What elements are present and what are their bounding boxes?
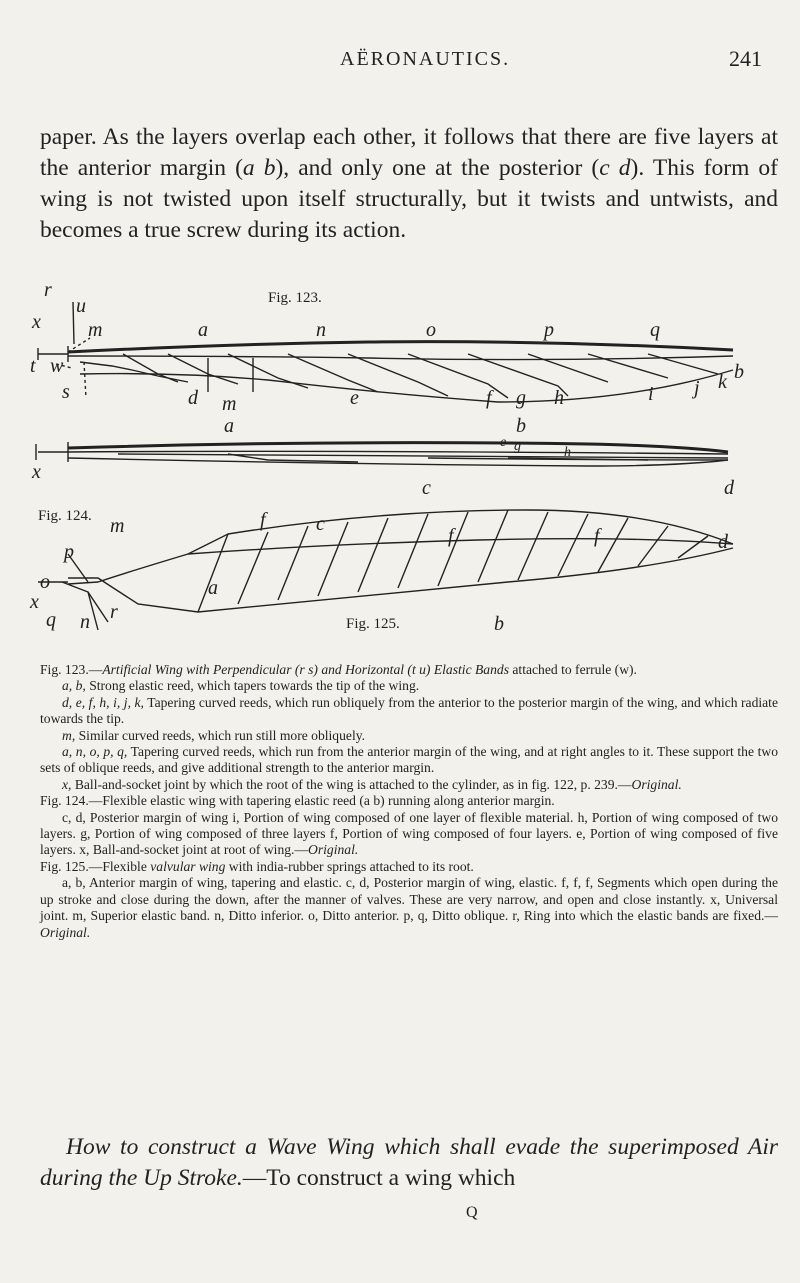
label-d2-125: d bbox=[718, 531, 728, 553]
label-s: s bbox=[62, 381, 70, 403]
label-q-125: q bbox=[46, 609, 56, 631]
label-e-124: e bbox=[500, 435, 507, 450]
label-f: f bbox=[486, 387, 492, 409]
label-m: m bbox=[88, 319, 103, 341]
label-d-125: d bbox=[724, 477, 734, 499]
label-e: e bbox=[350, 387, 359, 409]
label-u: u bbox=[76, 295, 86, 317]
label-h-124: h bbox=[564, 445, 571, 460]
label-w: w bbox=[50, 355, 64, 377]
label-g-124: g bbox=[514, 439, 521, 454]
label-q: q bbox=[650, 319, 660, 341]
label-p: p bbox=[544, 319, 554, 341]
label-i: i bbox=[648, 383, 654, 405]
label-a-125: a bbox=[208, 577, 218, 599]
label-c-125: c bbox=[422, 477, 431, 499]
label-d: d bbox=[188, 387, 198, 409]
label-r: r bbox=[44, 282, 52, 301]
label-t: t bbox=[30, 355, 36, 377]
label-o: o bbox=[426, 319, 436, 341]
label-j: j bbox=[694, 377, 700, 399]
label-m-125: m bbox=[110, 515, 125, 537]
section-heading-paragraph: How to construct a Wave Wing which shall evade the superimposed Air during the Up Stroke.—To construct a wing which bbox=[40, 1134, 778, 1191]
label-b-125: b bbox=[494, 613, 504, 635]
figure-illustration bbox=[28, 282, 773, 652]
label-x: x bbox=[32, 311, 41, 333]
label-b-124: b bbox=[516, 415, 526, 437]
label-k: k bbox=[718, 371, 727, 393]
fig-123-caption: Fig. 123.—Artificial Wing with Perpendicular (r s) and Horizontal (t u) Elastic Bands attached to ferrule (w). bbox=[40, 662, 637, 677]
fig-125-caption: Fig. 125.—Flexible valvular wing with india-rubber springs attached to its root. bbox=[40, 858, 474, 874]
label-f2-125: f bbox=[448, 525, 454, 547]
running-title: AËRONAUTICS. bbox=[340, 48, 511, 70]
label-ab: a b bbox=[242, 155, 276, 181]
fig-125-title: Fig. 125. bbox=[346, 616, 400, 632]
label-a: a bbox=[198, 319, 208, 341]
label-p-125: p bbox=[64, 541, 74, 563]
label-a-124: a bbox=[224, 415, 234, 437]
page-number: 241 bbox=[729, 46, 762, 71]
label-f3-125: f bbox=[594, 525, 600, 547]
label-h: h bbox=[554, 387, 564, 409]
label-c2-125: c bbox=[316, 513, 325, 535]
label-g: g bbox=[516, 387, 526, 409]
section-title: How to construct a Wave Wing which shall evade the superimposed Air during the Up Stroke. bbox=[40, 1134, 778, 1191]
label-m2: m bbox=[222, 393, 237, 415]
label-o-125: o bbox=[40, 571, 50, 593]
figure-caption: Fig. 123.—Artificial Wing with Perpendicular (r s) and Horizontal (t u) Elastic Bands attached to ferrule (w). a, b, Strong elastic reed, which tapers towards the tip of the wing. d, e, f, h, i, j, k, Tapering curved reeds, which run obliquely from the anterior to the posterior margin of the wing, and which radiate towards the tip. m, Similar curved reeds, which run still more obliquely. a, n, o, p, q, Tapering curved reeds, which run from the anterior margin of the wing, and at right angles to it. These support the two sets of oblique reeds, and give additional strength to the anterior margin. x, Ball-and-socket joint by which the root of the wing is attached to the cylinder, as in fig. 122, p. 239.—Original. Fig. 124.—Flexible elastic wing with tapering elastic reed (a b) running along anterior margin. c, d, Posterior margin of wing i, Portion of wing composed of one layer of flexible material. h, Portion of wing composed of two layers. g, Portion of wing composed of three layers f, Portion of wing composed of four layers. e, Portion of wing composed of five layers. x, Ball-and-socket joint at root of wing.—Original. Fig. 125.—Flexible valvular wing with india-rubber springs attached to its root. a, b, Anterior margin of wing, tapering and elastic. c, d, Posterior margin of wing, elastic. f, f, f, Segments which open during the up stroke and close during the down, after the manner of valves. These are very narrow, and open and close instantly. x, Universal joint. m, Superior elastic band. n, Ditto inferior. o, Ditto anterior. p, q, Ditto oblique. r, Ring into which the elastic bands are fixed.—Original. bbox=[40, 662, 778, 940]
fig-124-title: Fig. 124. bbox=[38, 508, 92, 524]
fig-123-title: Fig. 123. bbox=[268, 290, 322, 306]
label-b: b bbox=[734, 361, 744, 383]
fig-124-caption: Fig. 124.—Flexible elastic wing with tapering elastic reed (a b) running along anterior margin. bbox=[40, 793, 555, 809]
figure-plate bbox=[28, 282, 773, 652]
label-r-125: r bbox=[110, 601, 118, 623]
label-n: n bbox=[316, 319, 326, 341]
label-cd: c d bbox=[599, 155, 631, 181]
intro-paragraph: paper. As the layers overlap each other, it follows that there are five layers at the anterior margin (a b), and only one at the posterior (c d). This form of wing is not twisted upon itself structurally, but it twists and untwists, and becomes a true screw during its action. bbox=[40, 124, 779, 243]
signature-mark: Q bbox=[466, 1204, 478, 1221]
label-n-125: n bbox=[80, 611, 90, 633]
label-x-125: x bbox=[30, 591, 39, 613]
label-f-125: f bbox=[260, 509, 266, 531]
page-header bbox=[0, 48, 800, 78]
label-x-124: x bbox=[32, 461, 41, 483]
